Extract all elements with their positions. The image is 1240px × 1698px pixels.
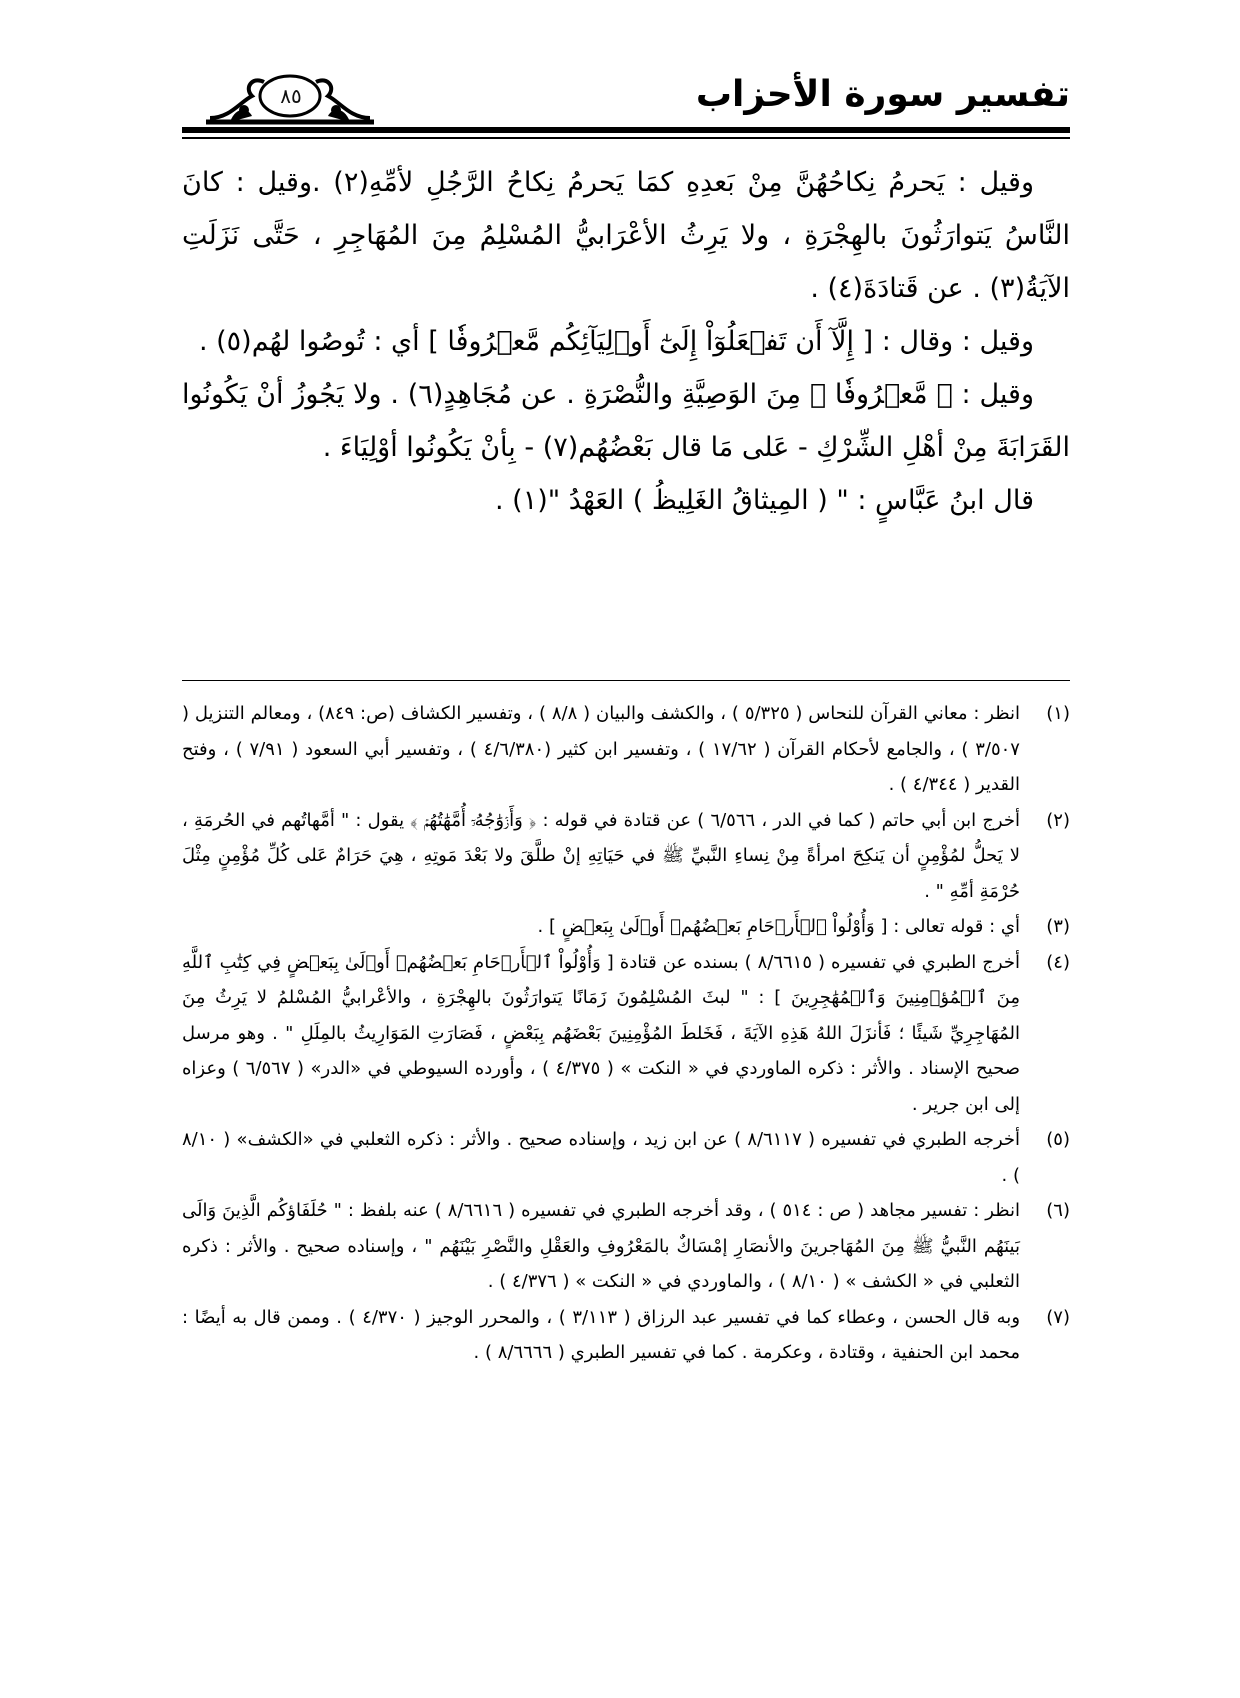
footnote-number: (٣) — [1046, 916, 1070, 937]
footnote-number: (٥) — [1046, 1129, 1070, 1150]
footnote-text: انظر : تفسير مجاهد ( ص : ٥١٤ ) ، وقد أخرجه الطبري في تفسيره ( ٨/٦٦١٦ ) عنه بلفظ : " حُلَفَاؤكُم الَّذِينَ وَالَى بَينَهُم النَّبيُّ ﷺ مِنَ المُهَاجرينَ والأنصَارِ إمْسَاكٌ بالمَعْرُوفِ والعَقْلِ والنَّصْرِ بَيْنَهُم " ، وإسناده صحيح . والأثر : ذكره الثعلبي في « الكشف » ( ٨/١٠ ) ، والماوردي في « النكت » ( ٤/٣٧٦ ) . — [182, 1200, 1020, 1292]
footnotes — [182, 696, 1070, 1371]
header-divider-thick — [182, 127, 1070, 133]
main-paragraph: وقيل : يَحرمُ نِكاحُهُنَّ مِنْ بَعدِهِ كمَا يَحرمُ نِكاحُ الرَّجُلِ لأمِّهِ(٢) .وقيل : كانَ النَّاسُ يَتوارَثُونَ بالهِجْرَةِ ، ولا يَرِثُ الأعْرَابيُّ المُسْلِمُ مِنَ المُهَاجِرِ ، حَتَّى نَزَلَتِ الآيَةُ(٣) . عن قَتادَةَ(٤) . — [182, 167, 1070, 304]
main-text — [182, 156, 1070, 527]
footnote-text: أخرج الطبري في تفسيره ( ٨/٦٦١٥ ) بسنده عن قتادة [ وَأُوْلُواْ ٱلۡأَرۡحَامِ بَعۡضُهُمۡ أَوۡلَىٰ بِبَعۡضٍ فِي كِتَٰبِ ٱللَّهِ مِنَ ٱلۡمُؤۡمِنِينَ وَٱلۡمُهَٰجِرِينَ ] : " لبثَ المُسْلِمُونَ زَمَانًا يَتوارَثُونَ بالهِجْرَةِ ، والأعْرابيُّ المُسْلمُ لا يَرِثُ مِنَ المُهَاجِرِيِّ شَيئًا ؛ فَأنزَلَ اللهُ هَذِهِ الآيَةَ ، فَخَلطَ المُؤْمِنِينَ بَعْضَهُم بِبَعْضٍ ، فَصَارَتِ المَوَارِيثُ بالمِلَلِ " . وهو مرسل صحيح الإسناد . والأثر : ذكره الماوردي في « النكت » ( ٤/٣٧٥ ) ، وأورده السيوطي في «الدر» ( ٦/٥٦٧ ) وعزاه إلى ابن جرير . — [182, 951, 1020, 1115]
footnote-text: أخرج ابن أبي حاتم ( كما في الدر ، ٦/٥٦٦ ) عن قتادة في قوله : ﴿ وَأَزۡوَٰجُهُۥٓ أُمَّهَٰتُهُمۡ ﴾ يقول : " أمَّهاتُهم في الحُرمَةِ ، لا يَحلُّ لمُؤْمِنٍ أن يَنكِحَ امرأةً مِنْ نِساءِ النَّبيِّ ﷺ في حَيَاتِهِ إنْ طلَّقَ ولا بَعْدَ مَوتِهِ ، هِيَ حَرَامٌ عَلى كُلِّ مُؤْمِنٍ مِثْلَ حُرْمَةِ أمِّهِ " . — [182, 809, 1020, 902]
footnote-number: (١) — [1046, 703, 1070, 724]
footnote-number: (٧) — [1046, 1306, 1070, 1328]
footnote-text: انظر : معاني القرآن للنحاس ( ٥/٣٢٥ ) ، والكشف والبيان ( ٨/٨ ) ، وتفسير الكشاف (ص: ٨٤٩) ، ومعالم التنزيل ( ٣/٥٠٧ ) ، والجامع لأحكام القرآن ( ١٧/٦٢ ) ، وتفسير ابن كثير (٤/٦/٣٨٠ ) ، وتفسير أبي السعود ( ٧/٩١ ) ، وفتح القدير ( ٤/٣٤٤ ) . — [182, 703, 1020, 795]
main-paragraph: قال ابنُ عَبَّاسٍ : " ( المِيثاقُ الغَلِيظُ ) العَهْدُ "(١) . — [495, 485, 1034, 516]
page-number: ٨٥ — [280, 84, 302, 108]
footnote-text: أخرجه الطبري في تفسيره ( ٨/٦١١٧ ) عن ابن زيد ، وإسناده صحيح . والأثر : ذكره الثعلبي في «الكشف» ( ٨/١٠ ) . — [182, 1129, 1020, 1186]
footnote — [182, 945, 1070, 1123]
footnote — [182, 909, 1070, 945]
page-title: تفسير سورة الأحزاب — [695, 74, 1070, 115]
footnote — [182, 1300, 1070, 1371]
main-paragraph: وقيل : وقال : [ إِلَّآ أَن تَفۡعَلُوٓاْ إِلَىٰٓ أَوۡلِيَآئِكُم مَّعۡرُوفٗا ] أي : تُوصُوا لهُم(٥) . — [198, 326, 1034, 357]
footnote-text: أي : قوله تعالى : [ وَأُوْلُواْ ٱلۡأَرۡحَامِ بَعۡضُهُمۡ أَوۡلَىٰ بِبَعۡضٍ ] . — [537, 916, 1020, 937]
footnote — [182, 696, 1070, 803]
footnote-number: (٤) — [1046, 951, 1070, 973]
footnote-text: وبه قال الحسن ، وعطاء كما في تفسير عبد الرزاق ( ٣/١١٣ ) ، والمحرر الوجيز ( ٤/٣٧٠ ) . وممن قال به أيضًا : محمد ابن الحنفية ، وقتادة ، وعكرمة . كما في تفسير الطبري ( ٨/٦٦٦٦ ) . — [182, 1306, 1021, 1363]
footnote — [182, 1122, 1070, 1193]
header-divider-thin — [182, 137, 1070, 139]
page-number-ornament — [200, 66, 380, 128]
footnote-divider — [182, 680, 1070, 681]
footnote-number: (٦) — [1046, 1200, 1070, 1221]
main-paragraph: وقيل : ﴿ مَّعۡرُوفٗا ﴾ مِنَ الوَصِيَّةِ والنُّصْرَةِ . عن مُجَاهِدٍ(٦) . ولا يَجُوزُ أنْ يَكُونُوا القَرَابَةَ مِنْ أهْلِ الشِّرْكِ - عَلى مَا قال بَعْضُهُم(٧) - بِأنْ يَكُونُوا أوْلِيَاءَ . — [182, 379, 1070, 463]
footnote — [182, 803, 1070, 910]
footnote-number: (٢) — [1046, 809, 1070, 831]
footnote — [182, 1193, 1070, 1300]
